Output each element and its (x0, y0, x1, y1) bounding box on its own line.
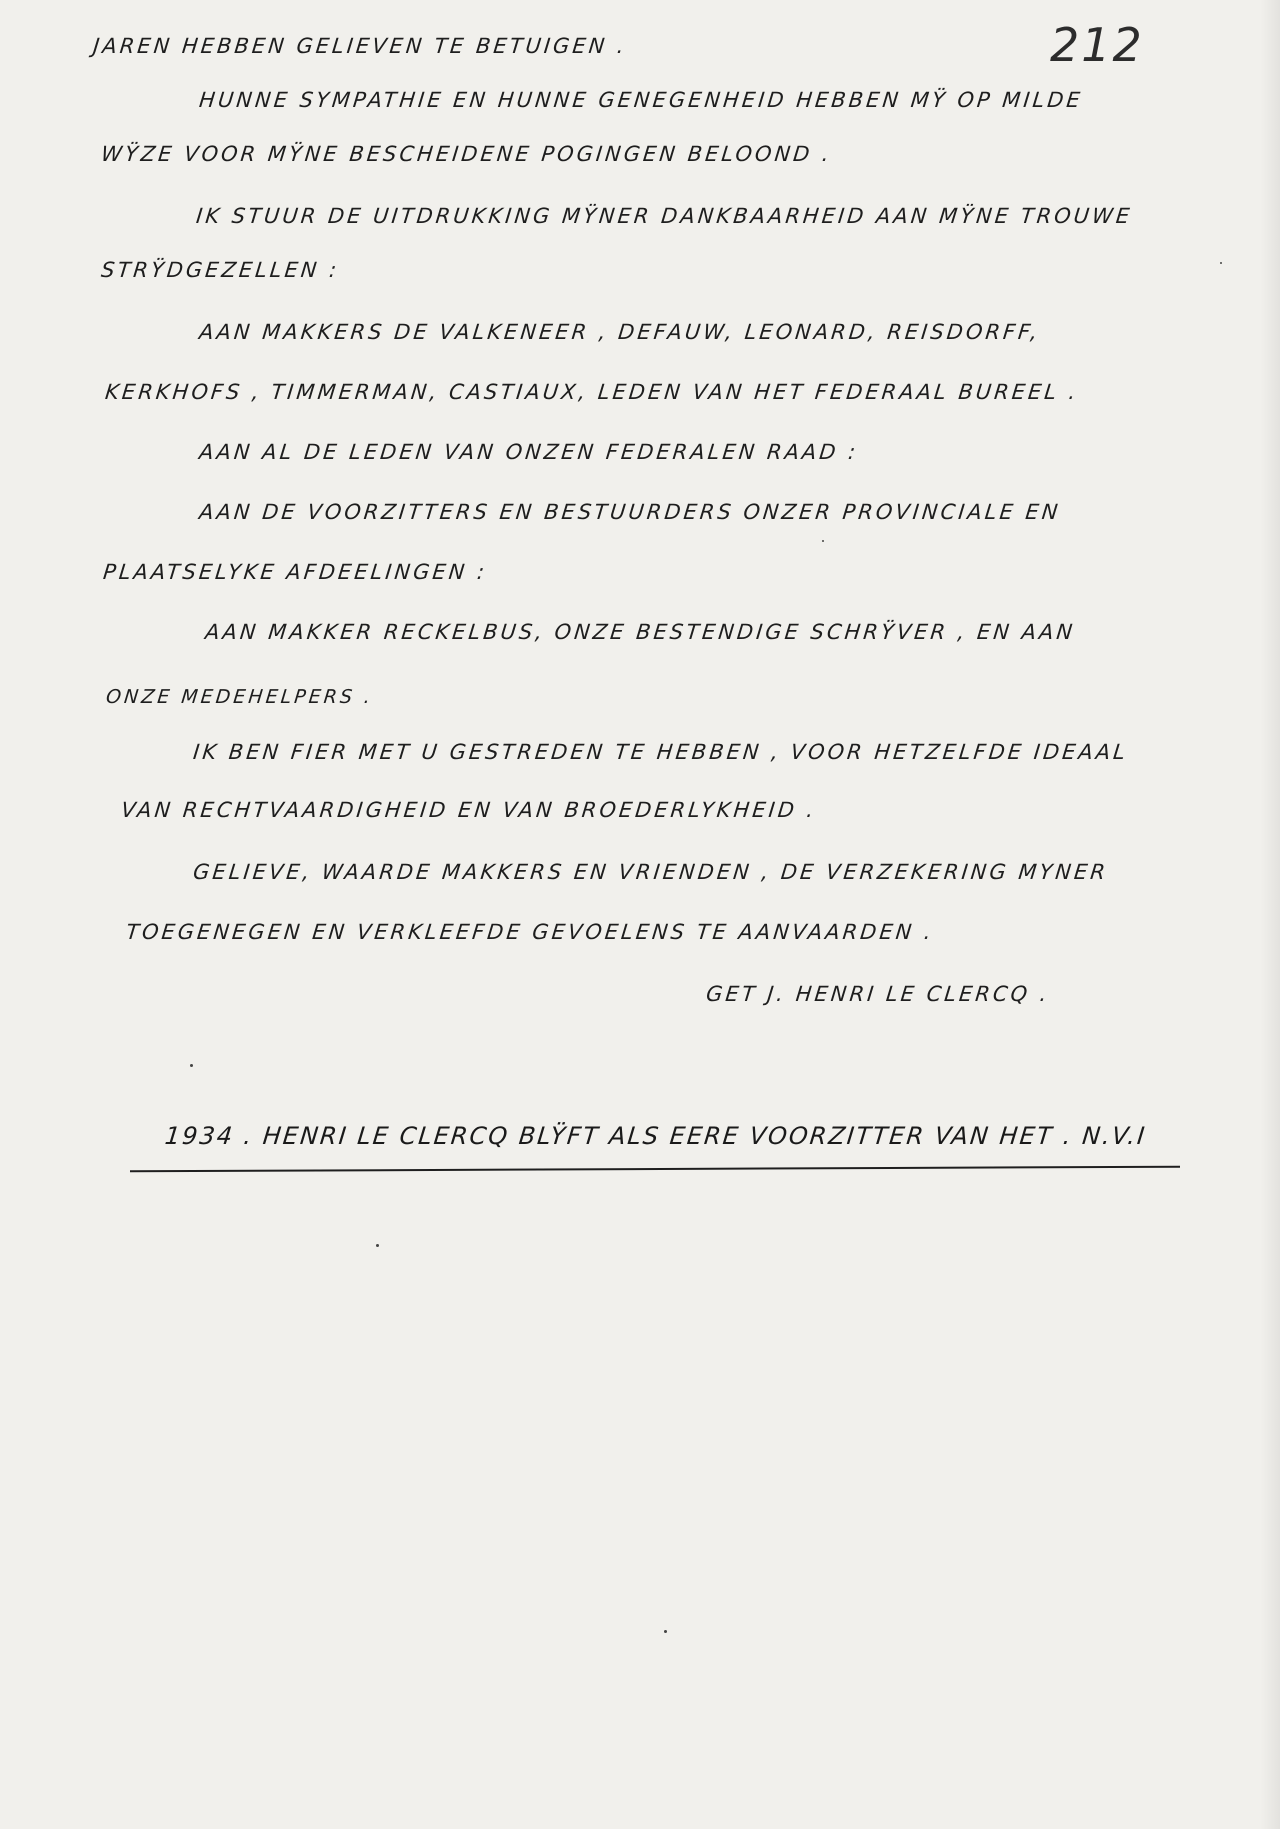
text-line: IK STUUR DE UITDRUKKING MŸNER DANKBAARHEID AAN MŸNE TROUWE (195, 204, 1134, 228)
page-number: 212 (1050, 18, 1144, 72)
text-line: TOEGENEGEN EN VERKLEEFDE GEVOELENS TE AANVAARDEN . (125, 920, 936, 944)
footer-underline (130, 1166, 1180, 1173)
signature-line: GET J. HENRI LE CLERCQ . (705, 982, 1051, 1006)
text-line: HUNNE SYMPATHIE EN HUNNE GENEGENHEID HEBBEN MŸ OP MILDE (198, 88, 1085, 112)
text-line: AAN DE VOORZITTERS EN BESTUURDERS ONZER PROVINCIALE EN (198, 500, 1062, 524)
ink-speck (1220, 262, 1222, 264)
text-line: IK BEN FIER MET U GESTREDEN TE HEBBEN , VOOR HETZELFDE IDEAAL (192, 740, 1130, 764)
text-line: PLAATSELYKE AFDEELINGEN : (102, 560, 489, 584)
text-line: WŸZE VOOR MŸNE BESCHEIDENE POGINGEN BELOOND . (100, 142, 834, 166)
text-line: AAN MAKKER RECKELBUS, ONZE BESTENDIGE SCHRŸVER , EN AAN (204, 620, 1077, 644)
text-line: GELIEVE, WAARDE MAKKERS EN VRIENDEN , DE VERZEKERING MYNER (192, 860, 1110, 884)
ink-speck (190, 1064, 193, 1067)
text-line: KERKHOFS , TIMMERMAN, CASTIAUX, LEDEN VAN HET FEDERAAL BUREEL . (104, 380, 1080, 404)
text-line: JAREN HEBBEN GELIEVEN TE BETUIGEN . (92, 34, 629, 58)
footer-caption: 1934 . HENRI LE CLERCQ BLŸFT ALS EERE VOORZITTER VAN HET . N.V.I (163, 1122, 1148, 1150)
text-line: VAN RECHTVAARDIGHEID EN VAN BROEDERLYKHEID . (120, 798, 818, 822)
ink-speck (664, 1630, 667, 1633)
ink-speck (376, 1244, 379, 1247)
text-line: STRŸDGEZELLEN : (100, 258, 341, 282)
text-line: ONZE MEDEHELPERS . (105, 686, 375, 708)
ink-speck (822, 540, 824, 542)
text-line: AAN MAKKERS DE VALKENEER , DEFAUW, LEONARD, REISDORFF, (198, 320, 1042, 344)
text-line: AAN AL DE LEDEN VAN ONZEN FEDERALEN RAAD : (198, 440, 860, 464)
